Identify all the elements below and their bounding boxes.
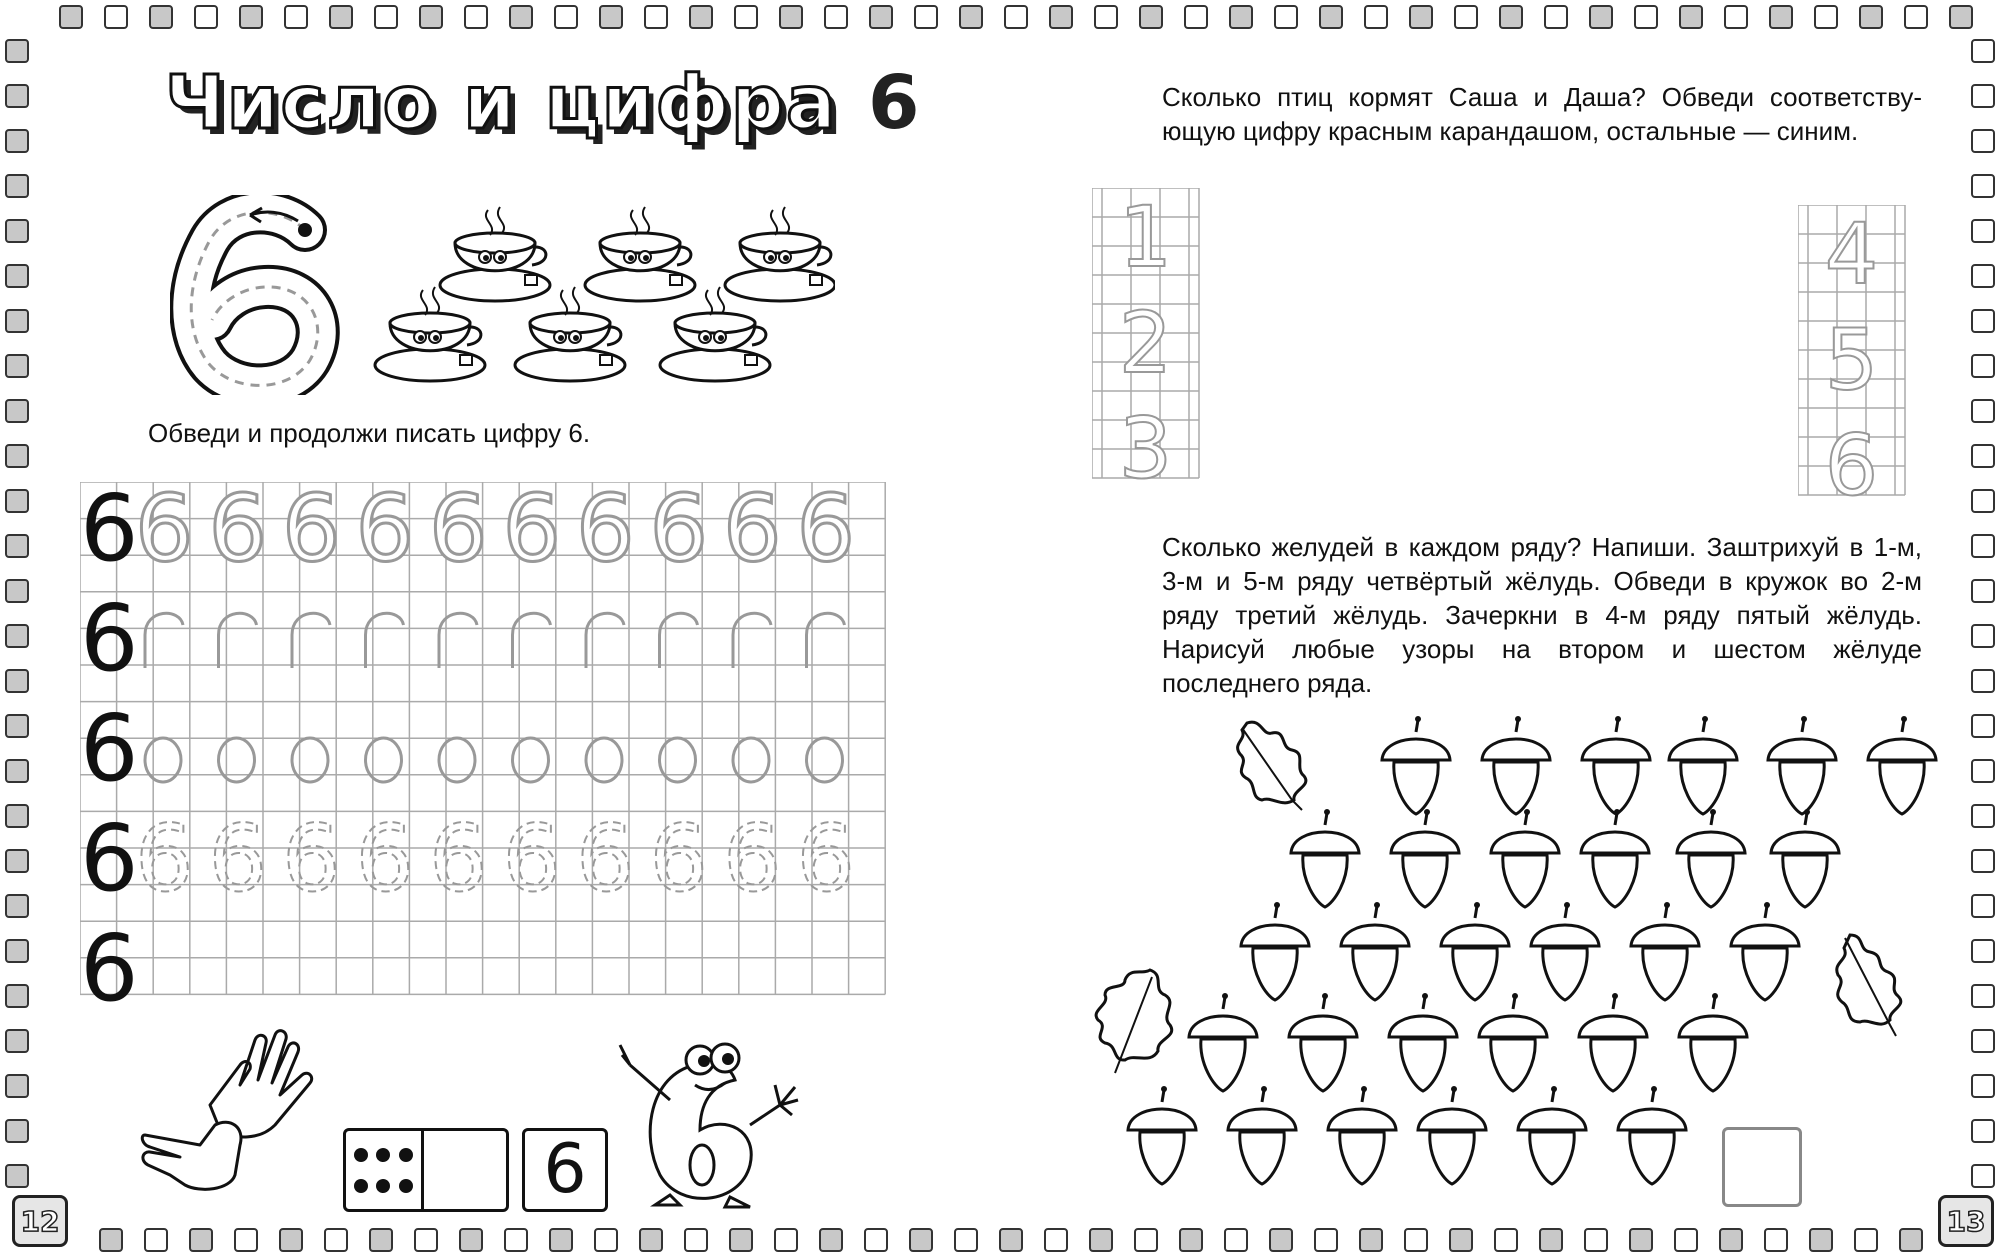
acorn[interactable] <box>1189 993 1257 1091</box>
frame-square <box>145 1229 167 1251</box>
frame-square <box>6 1165 28 1187</box>
digit-box: 6 <box>522 1128 608 1212</box>
task2-text: Сколько желудей в каждом ряду? Напиши. Заштрихуй в 1-м, 3-м и 5-м ряду четвёртый жёлудь. Обведи в кружок во 2-м ряду третий жёлудь. Зачеркни в 4-м ряду пятый жёлудь. Нарисуй любые узоры на втором и шестом жёлуде последнего ряда. <box>1162 532 1922 698</box>
frame-square <box>1972 355 1994 377</box>
frame-square <box>460 1229 482 1251</box>
frame-square <box>1180 1229 1202 1251</box>
frame-square <box>6 490 28 512</box>
frame-square <box>1815 6 1837 28</box>
trace-digit: 6 <box>502 805 562 912</box>
title-digit: 6 <box>867 60 922 146</box>
lead-digit: 6 <box>80 695 139 802</box>
frame-square <box>195 6 217 28</box>
acorn[interactable] <box>1291 809 1359 907</box>
frame-square <box>1315 1229 1337 1251</box>
frame-square <box>1270 1229 1292 1251</box>
acorn[interactable] <box>1128 1086 1196 1184</box>
frame-square <box>105 6 127 28</box>
title-text: Число и цифра <box>165 60 838 146</box>
frame-square <box>6 220 28 242</box>
frame-square <box>865 1229 887 1251</box>
frame-square <box>1972 535 1994 557</box>
frame-square <box>775 1229 797 1251</box>
frame-square <box>1972 310 1994 332</box>
frame-square <box>1972 805 1994 827</box>
acorn-count-answer-box[interactable] <box>1722 1127 1802 1207</box>
frame-square <box>1972 670 1994 692</box>
trace-hook <box>219 613 257 668</box>
hands-counting-icon <box>140 1025 340 1195</box>
frame-square <box>1590 6 1612 28</box>
frame-square <box>1410 6 1432 28</box>
acorn[interactable] <box>1289 993 1357 1091</box>
trace-hook <box>513 613 551 668</box>
frame-square <box>1500 6 1522 28</box>
frame-square <box>6 985 28 1007</box>
frame-square <box>1905 6 1927 28</box>
frame-square <box>1855 1229 1877 1251</box>
frame-square <box>1405 1229 1427 1251</box>
acorn[interactable] <box>1768 716 1836 814</box>
acorn[interactable] <box>1418 1086 1486 1184</box>
tea-cup <box>660 287 770 381</box>
practice-grid <box>80 482 902 1007</box>
digit-column-left <box>1092 188 1201 480</box>
frame-square <box>1972 940 1994 962</box>
dice-box <box>343 1128 509 1212</box>
frame-square <box>1680 6 1702 28</box>
trace-hook <box>292 613 330 668</box>
dice-dot <box>376 1179 390 1193</box>
trace-digit: 6 <box>429 482 488 582</box>
digit-column-right <box>1798 205 1907 497</box>
acorn[interactable] <box>1328 1086 1396 1184</box>
frame-square <box>955 1229 977 1251</box>
frame-square <box>1972 490 1994 512</box>
acorn[interactable] <box>1241 902 1309 1000</box>
acorn[interactable] <box>1631 902 1699 1000</box>
frame-square <box>1225 1229 1247 1251</box>
frame-square <box>6 625 28 647</box>
frame-square <box>1450 1229 1472 1251</box>
frame-square <box>960 6 982 28</box>
trace-digit: 6 <box>429 805 488 912</box>
frame-square <box>1972 175 1994 197</box>
frame-square <box>1972 625 1994 647</box>
tea-cup <box>725 207 835 301</box>
tea-cup <box>585 207 695 301</box>
dice-dot <box>399 1179 413 1193</box>
frame-square <box>6 670 28 692</box>
frame-square <box>415 1229 437 1251</box>
frame-square <box>285 6 307 28</box>
frame-square <box>1972 400 1994 422</box>
frame-square <box>325 1229 347 1251</box>
frame-square <box>1972 40 1994 62</box>
trace-hook <box>439 613 477 668</box>
acorn[interactable] <box>1618 1086 1686 1184</box>
dice-dot <box>354 1148 368 1162</box>
frame-square <box>6 760 28 782</box>
tea-cup <box>515 287 625 381</box>
frame-square <box>1005 6 1027 28</box>
acorn[interactable] <box>1341 902 1409 1000</box>
frame-square <box>1765 1229 1787 1251</box>
frame-square <box>6 1030 28 1052</box>
frame-square <box>150 6 172 28</box>
frame-square <box>1972 265 1994 287</box>
frame-square <box>1972 220 1994 242</box>
frame-square <box>6 580 28 602</box>
frame-square <box>1810 1229 1832 1251</box>
frame-square <box>1972 1165 1994 1187</box>
frame-square <box>6 805 28 827</box>
acorn[interactable] <box>1579 993 1647 1091</box>
frame-square <box>1972 715 1994 737</box>
trace-digit: 6 <box>135 805 194 912</box>
frame-square <box>330 6 352 28</box>
frame-square <box>645 6 667 28</box>
frame-square <box>1950 6 1972 28</box>
frame-square <box>1230 6 1252 28</box>
acorn[interactable] <box>1731 902 1799 1000</box>
frame-square <box>640 1229 662 1251</box>
frame-square <box>240 6 262 28</box>
trace-hook <box>145 613 183 668</box>
frame-square <box>1675 1229 1697 1251</box>
dice-dot <box>399 1148 413 1162</box>
frame-square <box>6 940 28 962</box>
acorn[interactable] <box>1389 993 1457 1091</box>
frame-square <box>6 400 28 422</box>
dice-face <box>346 1131 424 1209</box>
acorn[interactable] <box>1391 809 1459 907</box>
frame-square <box>6 130 28 152</box>
tea-cup <box>375 287 485 381</box>
acorn[interactable] <box>1669 716 1737 814</box>
frame-square <box>1972 895 1994 917</box>
frame-square <box>6 355 28 377</box>
frame-square <box>1185 6 1207 28</box>
acorn[interactable] <box>1441 902 1509 1000</box>
frame-square <box>6 535 28 557</box>
trace-digit: 6 <box>502 482 562 582</box>
acorn[interactable] <box>1868 716 1936 814</box>
frame-square <box>555 6 577 28</box>
frame-square <box>60 6 82 28</box>
frame-square <box>910 1229 932 1251</box>
frame-square <box>1000 1229 1022 1251</box>
frame-square <box>6 715 28 737</box>
dice-dot <box>376 1148 390 1162</box>
trace-digit: 6 <box>723 805 782 912</box>
frame-square <box>820 1229 842 1251</box>
frame-square <box>1360 1229 1382 1251</box>
frame-square <box>235 1229 257 1251</box>
acorn[interactable] <box>1582 716 1650 814</box>
frame-square <box>375 6 397 28</box>
trace-digit: 6 <box>282 482 341 582</box>
frame-square <box>6 1120 28 1142</box>
frame-square <box>1495 1229 1517 1251</box>
frame-square <box>1540 1229 1562 1251</box>
frame-square <box>420 6 442 28</box>
frame-square <box>1585 1229 1607 1251</box>
frame-square <box>1972 580 1994 602</box>
frame-square <box>825 6 847 28</box>
column-digit: 4 <box>1824 205 1879 303</box>
trace-digit: 6 <box>135 482 194 582</box>
lead-digit: 6 <box>80 915 139 1007</box>
acorn[interactable] <box>1479 993 1547 1091</box>
trace-hook <box>366 613 404 668</box>
column-digit: 3 <box>1118 399 1173 480</box>
frame-square <box>1972 1120 1994 1142</box>
dice-answer-box[interactable] <box>424 1131 506 1209</box>
frame-square <box>6 85 28 107</box>
frame-square <box>6 445 28 467</box>
frame-square <box>6 850 28 872</box>
oak-leaf-icon <box>1830 930 1910 1040</box>
trace-digit: 6 <box>649 805 709 912</box>
frame-square <box>510 6 532 28</box>
frame-square <box>505 1229 527 1251</box>
column-digit: 1 <box>1118 188 1173 286</box>
frame-square <box>6 175 28 197</box>
frame-square <box>6 40 28 62</box>
oak-leaf-icon <box>1232 718 1312 813</box>
trace-digit: 6 <box>796 482 856 582</box>
frame-square <box>6 310 28 332</box>
frame-square <box>1095 6 1117 28</box>
acorn[interactable] <box>1382 716 1450 814</box>
page-title <box>165 60 921 146</box>
frame-square <box>1140 6 1162 28</box>
tea-cup <box>440 207 550 301</box>
frame-square <box>1972 985 1994 1007</box>
frame-square <box>1050 6 1072 28</box>
frame-square <box>1635 6 1657 28</box>
trace-instruction: Обведи и продолжи писать цифру 6. <box>148 418 591 448</box>
frame-square <box>1090 1229 1112 1251</box>
oak-leaf-icon <box>1090 965 1180 1075</box>
frame-square <box>1972 85 1994 107</box>
frame-square <box>465 6 487 28</box>
frame-square <box>1972 130 1994 152</box>
acorn[interactable] <box>1482 716 1550 814</box>
acorn[interactable] <box>1518 1086 1586 1184</box>
frame-square <box>735 6 757 28</box>
frame-square <box>1770 6 1792 28</box>
frame-square <box>1045 1229 1067 1251</box>
frame-square <box>1725 6 1747 28</box>
trace-digit: 6 <box>723 482 782 582</box>
frame-square <box>730 1229 752 1251</box>
acorn[interactable] <box>1491 809 1559 907</box>
frame-square <box>1972 760 1994 782</box>
acorn[interactable] <box>1677 809 1745 907</box>
frame-square <box>1972 850 1994 872</box>
frame-square <box>1275 6 1297 28</box>
frame-square <box>690 6 712 28</box>
frame-square <box>370 1229 392 1251</box>
acorn[interactable] <box>1771 809 1839 907</box>
frame-square <box>1455 6 1477 28</box>
tea-cups-illustration <box>365 190 835 390</box>
frame-square <box>6 895 28 917</box>
column-digit: 2 <box>1118 293 1173 392</box>
acorn[interactable] <box>1679 993 1747 1091</box>
trace-digit: 6 <box>576 482 635 582</box>
column-digit: 6 <box>1824 416 1879 497</box>
lead-digit: 6 <box>80 585 139 692</box>
frame-square <box>1900 1229 1922 1251</box>
lead-digit: 6 <box>80 805 139 912</box>
acorn[interactable] <box>1531 902 1599 1000</box>
frame-square <box>6 265 28 287</box>
frame-square <box>1630 1229 1652 1251</box>
trace-digit: 6 <box>649 482 709 582</box>
page-number-left: 12 <box>12 1195 68 1247</box>
trace-digit: 6 <box>208 805 268 912</box>
six-character-icon <box>600 1025 820 1210</box>
frame-square <box>100 1229 122 1251</box>
frame-square <box>595 1229 617 1251</box>
lead-digit: 6 <box>80 482 139 582</box>
frame-square <box>1972 1030 1994 1052</box>
frame-square <box>685 1229 707 1251</box>
trace-digit: 6 <box>576 805 635 912</box>
frame-square <box>1545 6 1567 28</box>
task1-text: Сколько птиц кормят Саша и Даша? Обведи соответствующую цифру красным карандашом, остальные — синим. <box>1162 82 1922 146</box>
dice-dot <box>354 1179 368 1193</box>
frame-square <box>190 1229 212 1251</box>
page-number-right: 13 <box>1938 1195 1994 1247</box>
trace-digit: 6 <box>282 805 341 912</box>
frame-square <box>1860 6 1882 28</box>
acorn[interactable] <box>1228 1086 1296 1184</box>
frame-square <box>550 1229 572 1251</box>
frame-square <box>1365 6 1387 28</box>
trace-digit: 6 <box>355 805 415 912</box>
frame-square <box>915 6 937 28</box>
frame-square <box>1972 1075 1994 1097</box>
acorn-rows <box>1085 700 1945 1220</box>
frame-square <box>280 1229 302 1251</box>
model-digit-six-icon <box>170 195 350 395</box>
frame-square <box>600 6 622 28</box>
trace-digit: 6 <box>208 482 268 582</box>
column-digit: 5 <box>1824 310 1879 409</box>
frame-square <box>1972 445 1994 467</box>
trace-digit: 6 <box>355 482 415 582</box>
acorn[interactable] <box>1581 809 1649 907</box>
frame-square <box>870 6 892 28</box>
frame-square <box>1135 1229 1157 1251</box>
frame-square <box>1720 1229 1742 1251</box>
frame-square <box>780 6 802 28</box>
trace-digit: 6 <box>796 805 856 912</box>
frame-square <box>6 1075 28 1097</box>
frame-square <box>1320 6 1342 28</box>
